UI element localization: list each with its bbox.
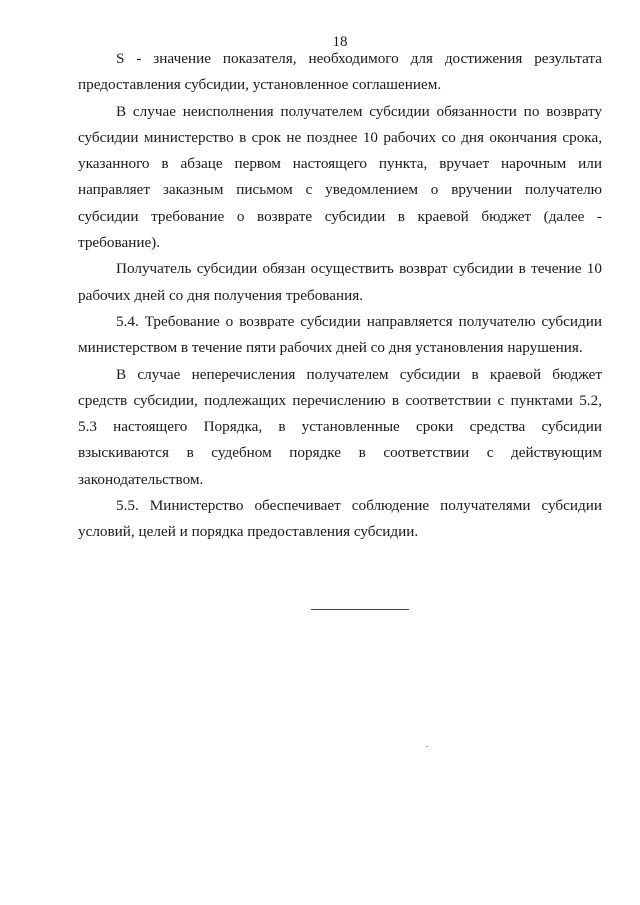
paragraph-non-return: В случае неисполнения получателем субсидии обязанности по возврату субсидии министерство в срок не позднее 10 рабочих со дня окончания срока, указанного в абзаце первом настоящего пункта, вручает нарочным или направляет заказным письмом с уведомлением о вручении получателю субсидии требование о возврате субсидии в краевой бюджет (далее - требование). [78, 102, 602, 252]
paragraph-5-4: 5.4. Требование о возврате субсидии направляется получателю субсидии министерством в течение пяти рабочих дней со дня установления нарушения. [78, 312, 602, 357]
page-number: 18 [332, 34, 348, 50]
paragraph-return-deadline: Получатель субсидии обязан осуществить возврат субсидии в течение 10 рабочих дней со дня получения требования. [78, 260, 602, 304]
paragraph-5-5: 5.5. Министерство обеспечивает соблюдение получателями субсидии условий, целей и порядка предоставления субсидии. [78, 497, 602, 541]
document-body [78, 46, 602, 546]
paragraph-court-recovery: В случае неперечисления получателем субсидии в краевой бюджет средств субсидии, подлежащих перечислению в соответствии с пунктами 5.2, 5.3 настоящего Порядка, в установленные сроки средства субсидии взыскиваются в судебном порядке в соответствии с действующим законодательством. [78, 365, 602, 488]
scan-speck [426, 746, 428, 747]
end-of-text-rule [311, 609, 409, 610]
paragraph-indicator-s: S - значение показателя, необходимого для достижения результата предоставления субсидии, установленное соглашением. [78, 50, 602, 94]
